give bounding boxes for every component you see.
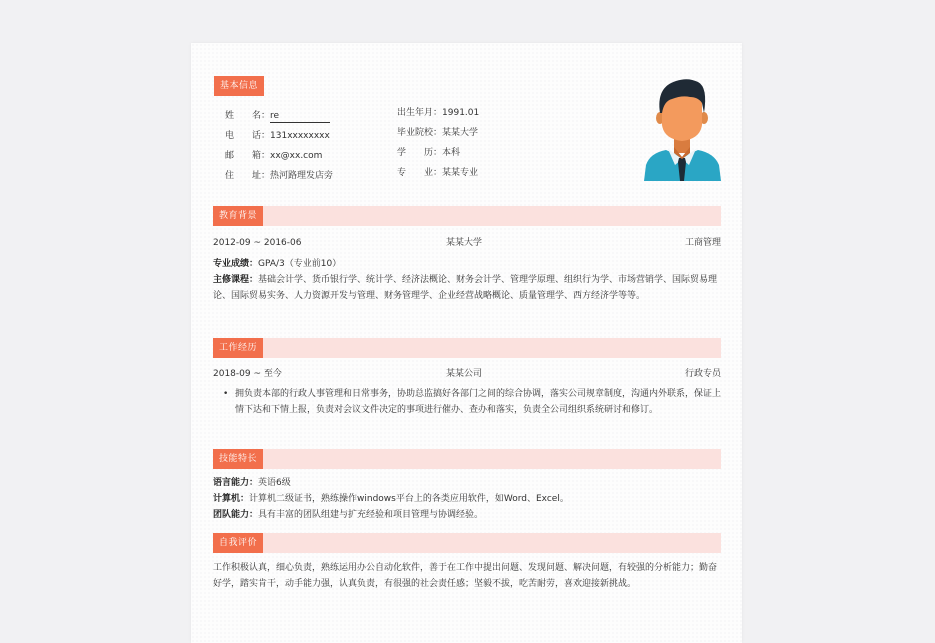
score-value: GPA/3（专业前10） [258,259,342,269]
email-row [225,150,322,163]
education-badge: 教育背景 [213,206,263,226]
major-value: 某某专业 [442,168,479,178]
email-label: 邮 箱： [225,151,271,161]
team-line [213,507,721,523]
name-input[interactable] [270,111,330,123]
computer-label: 计算机： [213,494,250,504]
degree-label: 学 历： [397,148,443,158]
work-position: 行政专员 [684,369,721,379]
computer-value: 计算机二级证书，熟练操作windows平台上的各类应用软件，如Word、Excel。 [249,494,569,504]
birth-row [397,107,479,120]
courses-line [213,272,721,304]
resume-page [191,43,742,643]
address-row [225,170,333,183]
education-school: 某某大学 [446,238,483,248]
school-label: 毕业院校： [397,128,443,138]
birth-value: 1991.01 [442,108,480,118]
score-label: 专业成绩： [213,259,259,269]
courses-value: 基础会计学、货币银行学、统计学、经济法概论、财务会计学、管理学原理、组织行为学、市场营销学、国际贸易理论、国际贸易实务、人力资源开发与管理、财务管理学、企业经营战略概论、质量管理学、西方经济学等等。 [213,275,718,301]
work-company: 某某公司 [446,369,483,379]
skills-badge: 技能特长 [213,449,263,469]
basic-info-badge: 基本信息 [214,76,264,96]
education-period: 2012-09 ~ 2016-06 [213,238,302,248]
education-details [213,256,721,304]
school-value: 某某大学 [442,128,479,138]
evaluation-bar [213,533,721,553]
male-avatar-icon [642,73,723,181]
work-period: 2018-09 ~ 至今 [213,369,282,379]
birth-label: 出生年月： [397,108,443,118]
email-value: xx@xx.com [270,151,323,161]
lang-line [213,475,721,491]
address-value: 热河路理发店旁 [270,171,334,181]
score-line [213,256,721,272]
work-duty: • 拥负责本部的行政人事管理和日常事务，协助总监搞好各部门之间的综合协调，落实公司规章制度，沟通内外联系，保证上情下达和下情上报，负责对会议文件决定的事项进行催办、查办和落实，负责全公司组织系统研讨和修订。 [235,386,721,418]
computer-line [213,491,721,507]
avatar [642,73,723,181]
skills-bar [213,449,721,469]
school-row [397,127,478,140]
degree-row [397,147,460,160]
evaluation-text: 工作积极认真，细心负责，熟练运用办公自动化软件，善于在工作中提出问题、发现问题、解决问题，有较强的分析能力；勤奋好学，踏实肯干，动手能力强，认真负责，有很强的社会责任感；坚毅不拔，吃苦耐劳，喜欢迎接新挑战。 [213,563,718,589]
team-label: 团队能力： [213,510,259,520]
work-badge: 工作经历 [213,338,263,358]
degree-value: 本科 [442,148,461,158]
address-label: 住 址： [225,171,271,181]
work-bar [213,338,721,358]
skills-details [213,475,721,523]
courses-label: 主修课程： [213,275,259,285]
team-value: 具有丰富的团队组建与扩充经验和项目管理与协调经验。 [258,510,484,520]
major-label: 专 业： [397,168,443,178]
education-bar [213,206,721,226]
phone-row [225,130,330,143]
education-major: 工商管理 [684,238,721,248]
lang-label: 语言能力： [213,478,259,488]
phone-label: 电 话： [225,131,271,141]
major-row [397,167,478,180]
evaluation-badge: 自我评价 [213,533,263,553]
lang-value: 英语6级 [258,478,291,488]
name-label: 姓 名： [225,111,271,121]
phone-value: 131xxxxxxxx [270,131,330,141]
name-row [225,110,330,123]
